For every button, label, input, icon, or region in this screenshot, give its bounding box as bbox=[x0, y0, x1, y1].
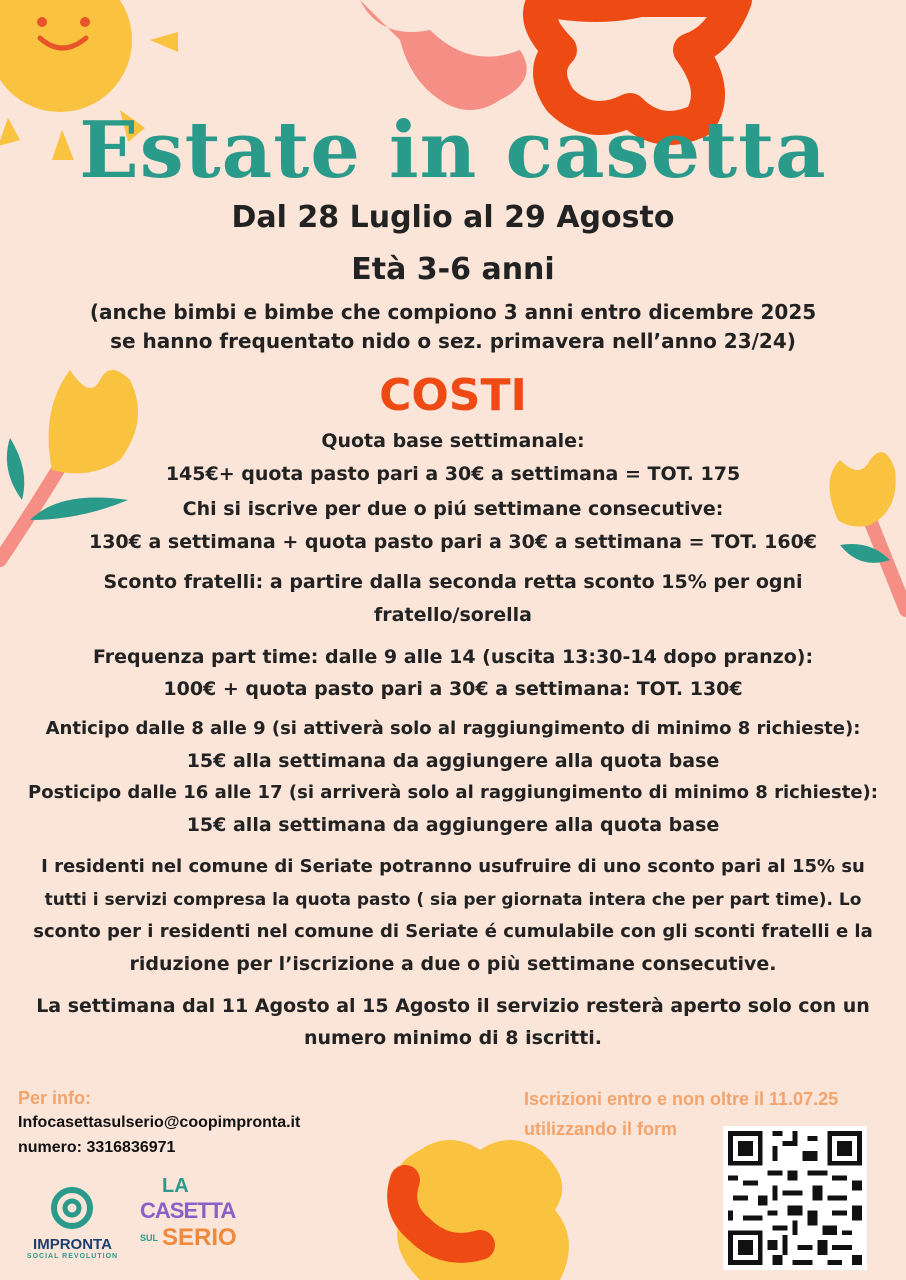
text-line: 145€+ quota pasto pari a 30€ a settimana = TOT. 175 bbox=[165, 463, 741, 485]
text-line: numero minimo di 8 iscritti. bbox=[303, 1027, 603, 1049]
text-line: 130€ a settimana + quota pasto pari a 30€ a settimana = TOT. 160€ bbox=[88, 531, 818, 553]
text-line: Quota base settimanale: bbox=[321, 430, 585, 452]
casetta-name: CASETTA bbox=[140, 1198, 236, 1223]
text-line: 15€ alla settimana da aggiungere alla quota base bbox=[186, 750, 720, 772]
date-range: Dal 28 Luglio al 29 Agosto bbox=[231, 200, 675, 235]
text-line: fratello/sorella bbox=[374, 604, 532, 626]
costi-heading: COSTI bbox=[379, 370, 527, 421]
casetta-serio: SERIO bbox=[162, 1224, 237, 1251]
text-line: sconto per i residenti nel comune di Seriate é cumulabile con gli sconti fratelli e la bbox=[33, 921, 873, 942]
age-range: Età 3-6 anni bbox=[351, 252, 555, 287]
text-line: 15€ alla settimana da aggiungere alla quota base bbox=[186, 814, 720, 836]
casetta-sul: SUL bbox=[140, 1233, 158, 1243]
age-note-line: se hanno frequentato nido o sez. primavera nell’anno 23/24) bbox=[110, 329, 796, 353]
age-note bbox=[0, 298, 906, 356]
text-line: Posticipo dalle 16 alle 17 (si arriverà solo al raggiungimento di minimo 8 richieste): bbox=[28, 782, 878, 803]
iscrizioni-line: Iscrizioni entro e non oltre il 11.07.25 bbox=[524, 1089, 839, 1109]
bottom-flower-icon bbox=[397, 1140, 569, 1280]
text-line: I residenti nel comune di Seriate potranno usufruire di uno sconto pari al 15% su bbox=[41, 856, 865, 877]
iscrizioni-line: utilizzando il form bbox=[524, 1119, 677, 1139]
text-line: La settimana dal 11 Agosto al 15 Agosto il servizio resterà aperto solo con un bbox=[36, 995, 870, 1017]
impronta-mark-icon bbox=[20, 1186, 125, 1234]
impronta-logo bbox=[20, 1186, 125, 1266]
text-line: Chi si iscrive per due o piú settimane consecutive: bbox=[182, 498, 724, 520]
text-line: tutti i servizi compresa la quota pasto ( sia per giornata intera che per part time). Lo bbox=[44, 890, 862, 910]
text-line: riduzione per l’iscrizione a due o più settimane consecutive. bbox=[129, 953, 777, 975]
info-email[interactable]: Infocasettasulserio@coopimpronta.it bbox=[18, 1114, 301, 1131]
impronta-name: IMPRONTA bbox=[33, 1236, 112, 1253]
impronta-tagline: SOCIAL REVOLUTION bbox=[26, 1253, 119, 1260]
page-title: Estate in casetta bbox=[79, 105, 827, 196]
qr-code[interactable] bbox=[723, 1126, 867, 1270]
pink-flower-icon bbox=[360, 0, 527, 110]
text-line: Sconto fratelli: a partire dalla seconda retta sconto 15% per ogni bbox=[103, 571, 803, 593]
info-phone[interactable]: numero: 3316836971 bbox=[18, 1139, 176, 1156]
text-line: 100€ + quota pasto pari a 30€ a settimana: TOT. 130€ bbox=[163, 678, 743, 700]
casetta-la: LA bbox=[162, 1175, 189, 1197]
age-note-line: (anche bimbi e bimbe che compiono 3 anni entro dicembre 2025 bbox=[89, 300, 817, 324]
info-label: Per info: bbox=[18, 1088, 92, 1108]
text-line: Anticipo dalle 8 alle 9 (si attiverà solo al raggiungimento di minimo 8 richieste): bbox=[45, 718, 861, 739]
casetta-logo bbox=[140, 1175, 245, 1265]
text-line: Frequenza part time: dalle 9 alle 14 (uscita 13:30-14 dopo pranzo): bbox=[92, 646, 814, 668]
